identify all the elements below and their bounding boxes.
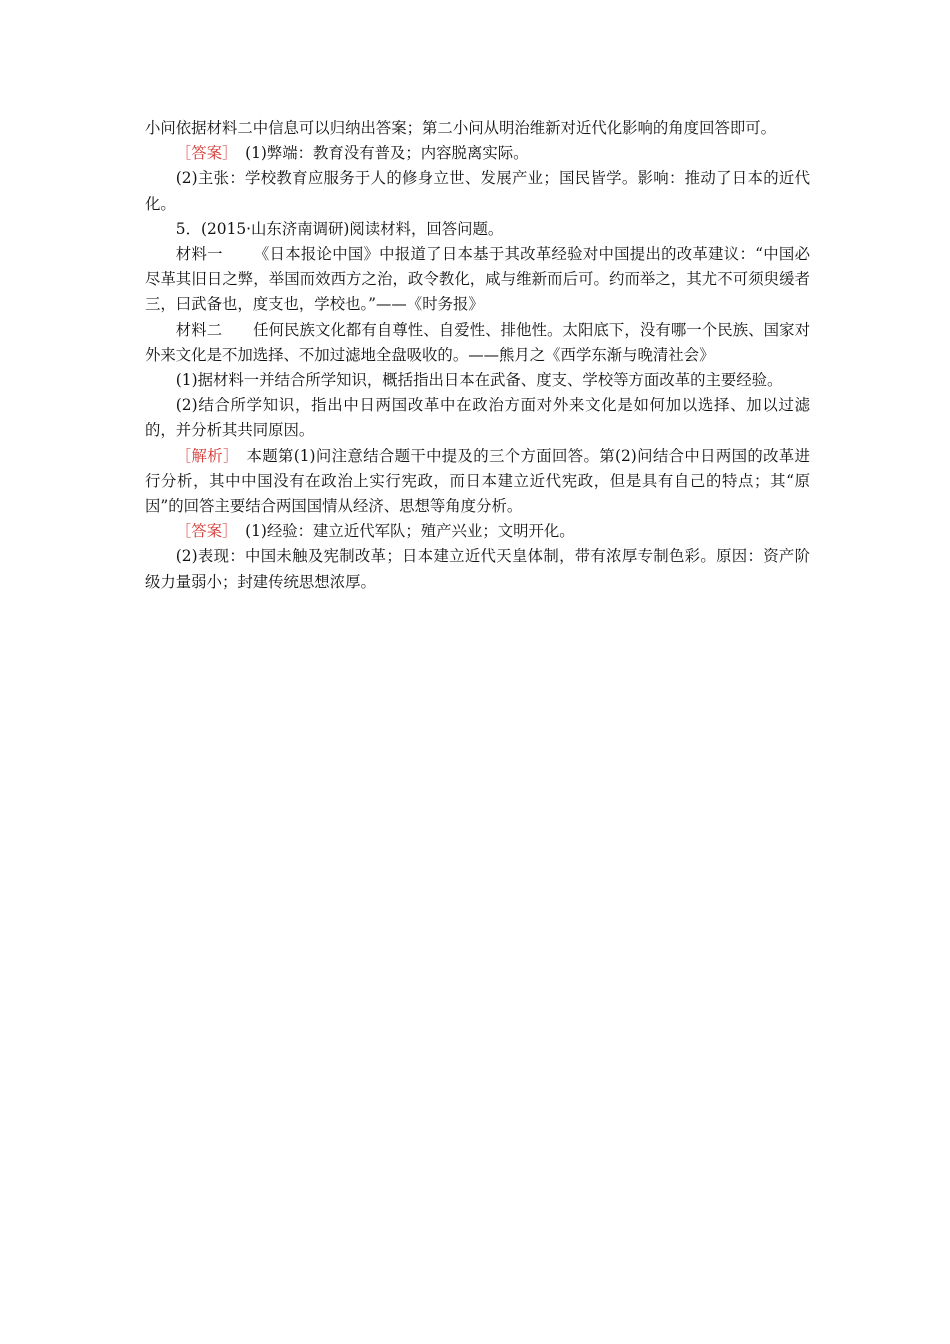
q5-stem: 5．(2015·山东济南调研)阅读材料，回答问题。 xyxy=(175,219,504,238)
answer-tag: ［答案］ xyxy=(175,522,238,541)
q5-material-2 xyxy=(145,318,810,368)
q5-analysis xyxy=(145,444,810,520)
q5-analysis-text: 本题第(1)问注意结合题干中提及的三个方面回答。第(2)问结合中日两国的改革进行分析，其中中国没有在政治上实行宪政，而日本建立近代宪政，但是具有自己的特点；其“原因”的回答主要结合两国国情从经济、思想等角度分析。 xyxy=(145,446,810,516)
material-2-text: 任何民族文化都有自尊性、自爱性、排他性。太阳底下，没有哪一个民族、国家对外来文化是不加选择、不加过滤地全盘吸收的。——熊月之《西学东渐与晚清社会》 xyxy=(145,320,810,364)
document-page xyxy=(145,116,810,595)
q4-explanation-tail: 小问依据材料二中信息可以归纳出答案；第二小问从明治维新对近代化影响的角度回答即可。 xyxy=(145,119,777,137)
material-1-text: 《日本报论中国》中报道了日本基于其改革经验对中国提出的改革建议：“中国必尽革其旧日之弊，举国而效西方之治，政令教化，咸与维新而后可。约而举之，其尤不可须臾缓者三，曰武备也，度支也，学校也。”——《时务报》 xyxy=(145,245,810,314)
q4-answer-1 xyxy=(145,141,810,166)
q5-material-1 xyxy=(145,242,810,318)
q5-question-2: (2)结合所学知识，指出中日两国改革中在政治方面对外来文化是如何加以选择、加以过滤的，并分析其共同原因。 xyxy=(145,396,810,440)
q4-answer-1-text: (1)弊端：教育没有普及；内容脱离实际。 xyxy=(245,144,529,163)
q5-question-1: (1)据材料一并结合所学知识，概括指出日本在武备、度支、学校等方面改革的主要经验。 xyxy=(175,371,783,390)
q5-answer-2: (2)表现：中国未触及宪制改革；日本建立近代天皇体制，带有浓厚专制色彩。原因：资产阶级力量弱小；封建传统思想浓厚。 xyxy=(145,547,810,591)
answer-tag: ［答案］ xyxy=(175,144,238,163)
material-1-label: 材料一 xyxy=(175,245,223,264)
q5-answer-1 xyxy=(145,519,810,544)
material-2-label: 材料二 xyxy=(175,320,223,339)
analysis-tag: ［解析］ xyxy=(175,446,239,465)
q5-answer-1-text: (1)经验：建立近代军队；殖产兴业；文明开化。 xyxy=(245,522,575,541)
q4-answer-2: (2)主张：学校教育应服务于人的修身立世、发展产业；国民皆学。影响：推动了日本的近代化。 xyxy=(145,169,810,213)
